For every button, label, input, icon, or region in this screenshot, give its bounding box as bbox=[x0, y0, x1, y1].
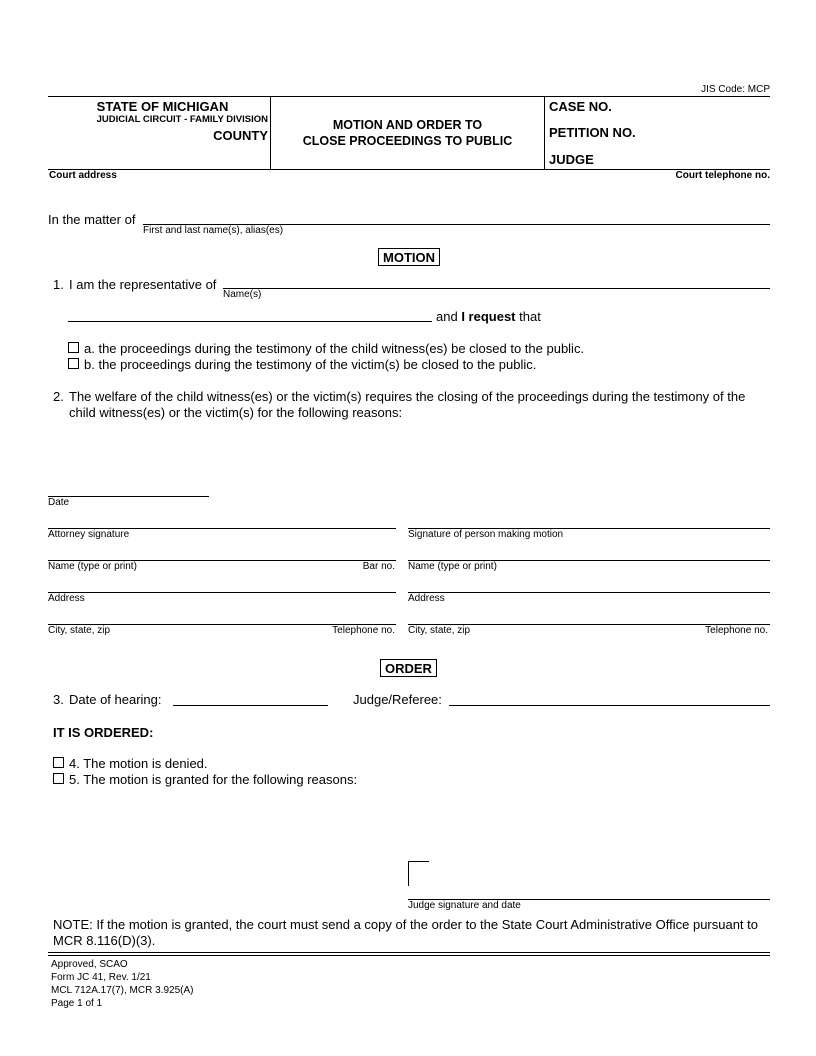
circuit-label[interactable]: JUDICIAL CIRCUIT - FAMILY DIVISION bbox=[96, 114, 268, 125]
item5-text: 5. The motion is granted for the following reasons: bbox=[69, 772, 358, 787]
attorney-signature-label: Attorney signature bbox=[48, 529, 130, 540]
form-title-line2: CLOSE PROCEEDINGS TO PUBLIC bbox=[302, 134, 513, 148]
header-top-rule bbox=[48, 96, 770, 97]
item1-text: I am the representative of bbox=[69, 277, 217, 292]
hearing-label: Date of hearing: bbox=[69, 692, 162, 707]
person-telephone-label: Telephone no. bbox=[705, 625, 768, 636]
attorney-name-label: Name (type or print) bbox=[48, 561, 137, 572]
and-text: and bbox=[436, 309, 458, 324]
request-by-field[interactable] bbox=[68, 321, 432, 322]
judge-label[interactable]: JUDGE bbox=[549, 152, 594, 167]
footer-rule-bottom bbox=[48, 955, 770, 956]
representative-name-field[interactable] bbox=[223, 288, 770, 289]
form-title-line1: MOTION AND ORDER TO bbox=[332, 118, 483, 132]
county-label[interactable]: COUNTY bbox=[213, 128, 268, 143]
matter-sub-label: First and last name(s), alias(es) bbox=[143, 225, 284, 236]
matter-label: In the matter of bbox=[48, 212, 136, 227]
order-heading: ORDER bbox=[380, 659, 437, 677]
page-number: Page 1 of 1 bbox=[51, 998, 103, 1009]
judge-signature-label: Judge signature and date bbox=[408, 900, 521, 911]
footer-block bbox=[51, 958, 193, 1010]
attorney-telephone-label: Telephone no. bbox=[332, 625, 395, 636]
header-divider-left bbox=[270, 96, 271, 170]
attorney-address-field[interactable] bbox=[48, 592, 396, 593]
person-name-label: Name (type or print) bbox=[408, 561, 497, 572]
state-name: STATE OF MICHIGAN bbox=[96, 99, 229, 114]
person-signature-label: Signature of person making motion bbox=[408, 529, 564, 540]
form-number: Form JC 41, Rev. 1/21 bbox=[51, 972, 151, 983]
hearing-date-field[interactable] bbox=[173, 705, 328, 706]
date-field[interactable] bbox=[48, 496, 209, 497]
statutes-text: MCL 712A.17(7), MCR 3.925(A) bbox=[51, 985, 194, 996]
option-b-text: b. the proceedings during the testimony of the victim(s) be closed to the public. bbox=[84, 357, 537, 372]
judge-referee-label: Judge/Referee: bbox=[353, 692, 442, 707]
option-a-text: a. the proceedings during the testimony of the child witness(es) be closed to the public. bbox=[84, 341, 585, 356]
header-divider-right bbox=[544, 96, 545, 170]
judge-referee-field[interactable] bbox=[449, 705, 770, 706]
jis-code: JIS Code: MCP bbox=[701, 84, 770, 95]
item4-text: 4. The motion is denied. bbox=[69, 756, 208, 771]
person-address-label: Address bbox=[408, 593, 445, 604]
note-line2: MCR 8.116(D)(3). bbox=[53, 933, 156, 948]
item3-number: 3. bbox=[53, 692, 64, 707]
option-a-checkbox[interactable] bbox=[68, 342, 79, 353]
person-address-field[interactable] bbox=[408, 592, 770, 593]
note-line1: NOTE: If the motion is granted, the court must send a copy of the order to the State Court Administrative Office pursuant to bbox=[53, 917, 759, 932]
denied-checkbox[interactable] bbox=[53, 757, 64, 768]
item2-number: 2. bbox=[53, 389, 64, 404]
it-is-ordered: IT IS ORDERED: bbox=[53, 725, 154, 740]
seal-corner-mark bbox=[408, 861, 429, 886]
option-b-checkbox[interactable] bbox=[68, 358, 79, 369]
case-no-label[interactable]: CASE NO. bbox=[549, 99, 612, 114]
attorney-city-label: City, state, zip bbox=[48, 625, 111, 636]
footer-rule-top bbox=[48, 952, 770, 953]
approved-text: Approved, SCAO bbox=[51, 959, 128, 970]
i-request-text: I request bbox=[461, 309, 516, 324]
bar-no-label: Bar no. bbox=[362, 561, 395, 572]
court-address-label[interactable]: Court address bbox=[49, 170, 117, 181]
court-telephone-label[interactable]: Court telephone no. bbox=[675, 170, 770, 181]
item2-line1: The welfare of the child witness(es) or the victim(s) requires the closing of the proceedings during the testimony of the bbox=[69, 389, 746, 404]
item1-number: 1. bbox=[53, 277, 64, 292]
petition-no-label[interactable]: PETITION NO. bbox=[549, 125, 636, 140]
motion-heading: MOTION bbox=[378, 248, 440, 266]
person-city-label: City, state, zip bbox=[408, 625, 471, 636]
attorney-address-label: Address bbox=[48, 593, 85, 604]
item2-line2: child witness(es) or the victim(s) for the following reasons: bbox=[69, 405, 403, 420]
that-text: that bbox=[519, 309, 541, 324]
granted-checkbox[interactable] bbox=[53, 773, 64, 784]
names-sub-label: Name(s) bbox=[223, 289, 262, 300]
date-label: Date bbox=[48, 497, 70, 508]
